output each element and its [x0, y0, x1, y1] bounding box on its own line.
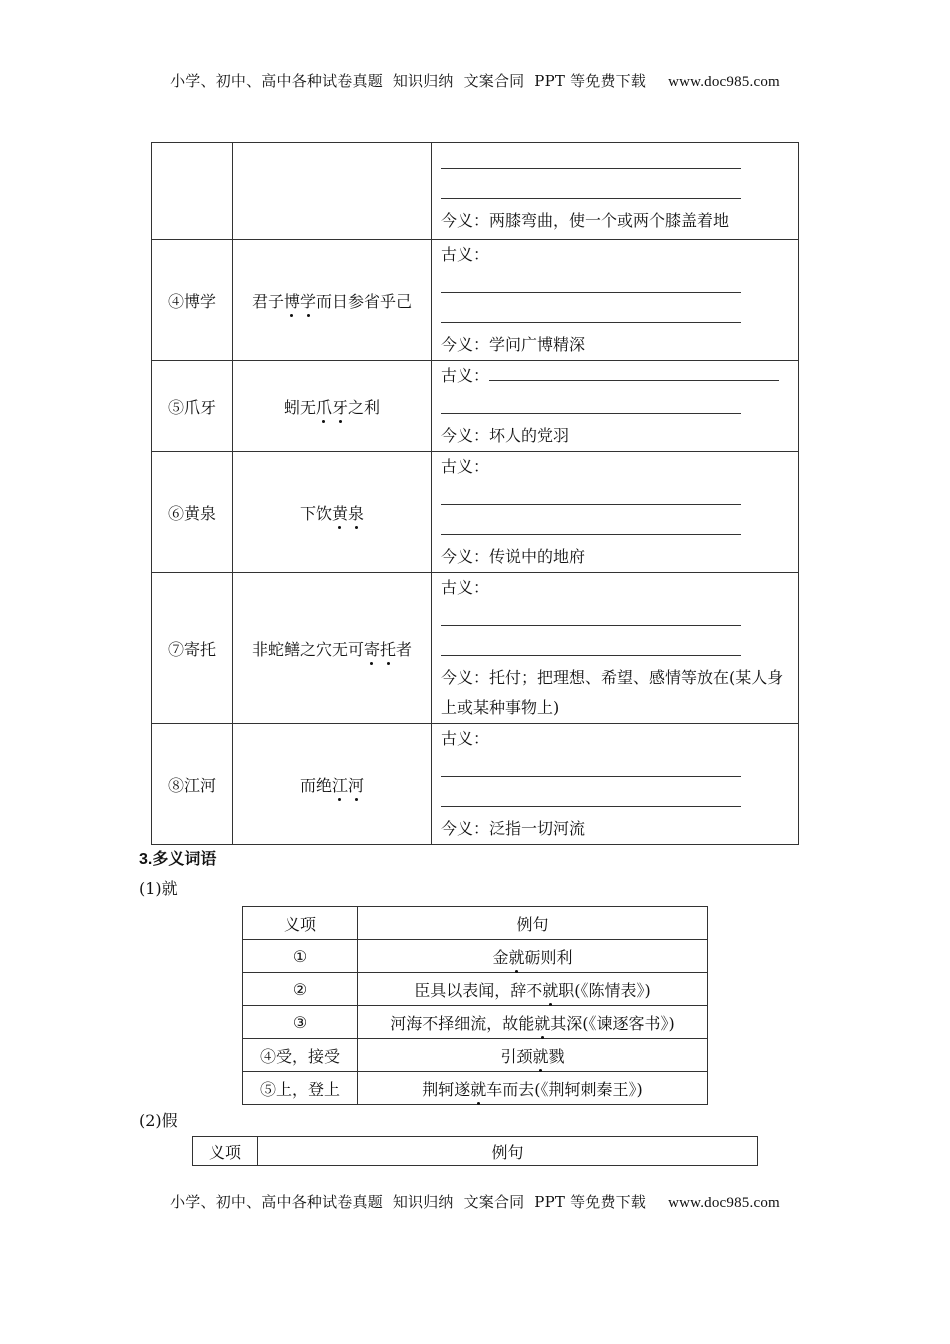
section-title: 3.多义词语	[139, 851, 217, 868]
sense-cell: ④受，接受	[243, 1039, 358, 1072]
example-text: 金	[492, 947, 509, 967]
dotted-char: 泉	[348, 501, 364, 524]
example-text: 引颈	[500, 1046, 533, 1066]
meaning-cell	[432, 361, 799, 452]
dotted-char: 就	[470, 1077, 486, 1100]
answer-blank	[441, 300, 790, 330]
table-row	[152, 452, 799, 573]
dotted-char: 博	[284, 289, 300, 312]
footer-text: 小学、初中、高中各种试卷真题 知识归纳 文案合同 PPT 等免费下载	[170, 1193, 647, 1211]
answer-blank	[441, 176, 790, 206]
answer-blank	[441, 754, 790, 784]
modern-meaning: 今义：托付；把理想、希望、感情等放在(某人身上或某种事物上)	[441, 668, 784, 717]
header-example: 例句	[258, 1137, 758, 1166]
sentence-text: 而绝	[299, 775, 332, 795]
sense-cell: ⑤上，登上	[243, 1072, 358, 1105]
modern-meaning: 今义：学问广博精深	[441, 335, 586, 354]
header-site: www.doc985.com	[668, 74, 780, 90]
table-row	[152, 240, 799, 361]
table-row	[152, 724, 799, 845]
ancient-meaning-label: 古义：	[441, 366, 490, 385]
example-text: 其深(《谏逐客书》)	[550, 1013, 675, 1033]
example-cell	[358, 1072, 708, 1105]
table-row	[243, 973, 708, 1006]
answer-blank	[441, 603, 790, 633]
dotted-char: 黄	[332, 501, 348, 524]
dotted-char: 牙	[332, 395, 348, 418]
answer-blank	[441, 784, 790, 814]
sense-cell: ③	[243, 1006, 358, 1039]
dotted-char: 就	[508, 945, 524, 968]
example-text: 职(《陈情表》)	[558, 980, 651, 1000]
table-row	[152, 143, 799, 240]
polysemy-table-jia	[192, 1136, 758, 1166]
sentence-cell	[233, 143, 432, 240]
ancient-modern-meaning-table	[151, 142, 799, 845]
ancient-meaning-label: 古义：	[441, 578, 490, 597]
dotted-char: 就	[542, 978, 558, 1001]
answer-blank	[441, 270, 790, 300]
table-row	[152, 361, 799, 452]
modern-meaning: 今义：泛指一切河流	[441, 819, 586, 838]
sense-cell: ①	[243, 940, 358, 973]
table-row	[243, 1072, 708, 1105]
page-footer	[0, 1191, 950, 1212]
sentence-text: 者	[396, 639, 413, 659]
modern-meaning: 今义：坏人的党羽	[441, 426, 570, 445]
meaning-cell	[432, 724, 799, 845]
header-sense: 义项	[193, 1137, 258, 1166]
example-text: 砺则利	[524, 947, 573, 967]
meaning-cell	[432, 452, 799, 573]
word-cell: ⑥黄泉	[152, 452, 233, 573]
meaning-cell	[432, 143, 799, 240]
word-cell	[152, 143, 233, 240]
subsection-jiu: (1)就	[139, 879, 178, 898]
word-cell: ⑦寄托	[152, 573, 233, 724]
subsection-jia: (2)假	[139, 1111, 178, 1130]
header-sense: 义项	[243, 907, 358, 940]
table-row	[243, 1039, 708, 1072]
dotted-char: 河	[348, 773, 364, 796]
table-row	[243, 940, 708, 973]
page-header	[0, 70, 950, 91]
meaning-cell	[432, 573, 799, 724]
dotted-char: 就	[534, 1011, 550, 1034]
answer-blank	[441, 512, 790, 542]
sentence-text: 下饮	[299, 503, 332, 523]
table-row	[152, 573, 799, 724]
sentence-text: 之利	[348, 397, 381, 417]
answer-blank	[441, 146, 790, 176]
example-text: 荆轲遂	[422, 1079, 471, 1099]
example-text: 臣具以表闻，辞不	[414, 980, 543, 1000]
table-row	[243, 1006, 708, 1039]
dotted-char: 寄	[364, 637, 380, 660]
sentence-text: 蚓无	[283, 397, 316, 417]
example-cell	[358, 940, 708, 973]
sentence-cell	[233, 452, 432, 573]
example-cell	[358, 973, 708, 1006]
table-header-row	[193, 1137, 758, 1166]
dotted-char: 就	[532, 1044, 548, 1067]
modern-meaning: 今义：传说中的地府	[441, 547, 586, 566]
polysemy-table-jiu	[242, 906, 708, 1105]
sentence-cell	[233, 361, 432, 452]
sense-cell: ②	[243, 973, 358, 1006]
word-cell: ⑤爪牙	[152, 361, 233, 452]
footer-site: www.doc985.com	[668, 1195, 780, 1211]
header-example: 例句	[358, 907, 708, 940]
dotted-char: 爪	[316, 395, 332, 418]
sentence-cell	[233, 573, 432, 724]
answer-blank	[441, 391, 751, 421]
example-cell	[358, 1006, 708, 1039]
answer-blank	[489, 366, 779, 381]
modern-meaning: 今义：两膝弯曲，使一个或两个膝盖着地	[441, 211, 730, 230]
ancient-meaning-label: 古义：	[441, 245, 490, 264]
ancient-meaning-line	[441, 361, 790, 391]
example-cell	[358, 1039, 708, 1072]
sentence-text: 而日参省乎己	[316, 291, 413, 311]
header-text: 小学、初中、高中各种试卷真题 知识归纳 文案合同 PPT 等免费下载	[170, 72, 647, 90]
dotted-char: 托	[380, 637, 396, 660]
word-cell: ⑧江河	[152, 724, 233, 845]
answer-blank	[441, 482, 790, 512]
example-text: 车而去(《荆轲刺秦王》)	[486, 1079, 643, 1099]
dotted-char: 学	[300, 289, 316, 312]
ancient-meaning-label: 古义：	[441, 729, 490, 748]
example-text: 戮	[548, 1046, 565, 1066]
dotted-char: 江	[332, 773, 348, 796]
sentence-cell	[233, 724, 432, 845]
word-cell: ④博学	[152, 240, 233, 361]
sentence-text: 君子	[251, 291, 284, 311]
ancient-meaning-label: 古义：	[441, 457, 490, 476]
answer-blank	[441, 633, 790, 663]
meaning-cell	[432, 240, 799, 361]
example-text: 河海不择细流，故能	[390, 1013, 535, 1033]
sentence-cell	[233, 240, 432, 361]
table-header-row	[243, 907, 708, 940]
sentence-text: 非蛇鳝之穴无可	[251, 639, 364, 659]
